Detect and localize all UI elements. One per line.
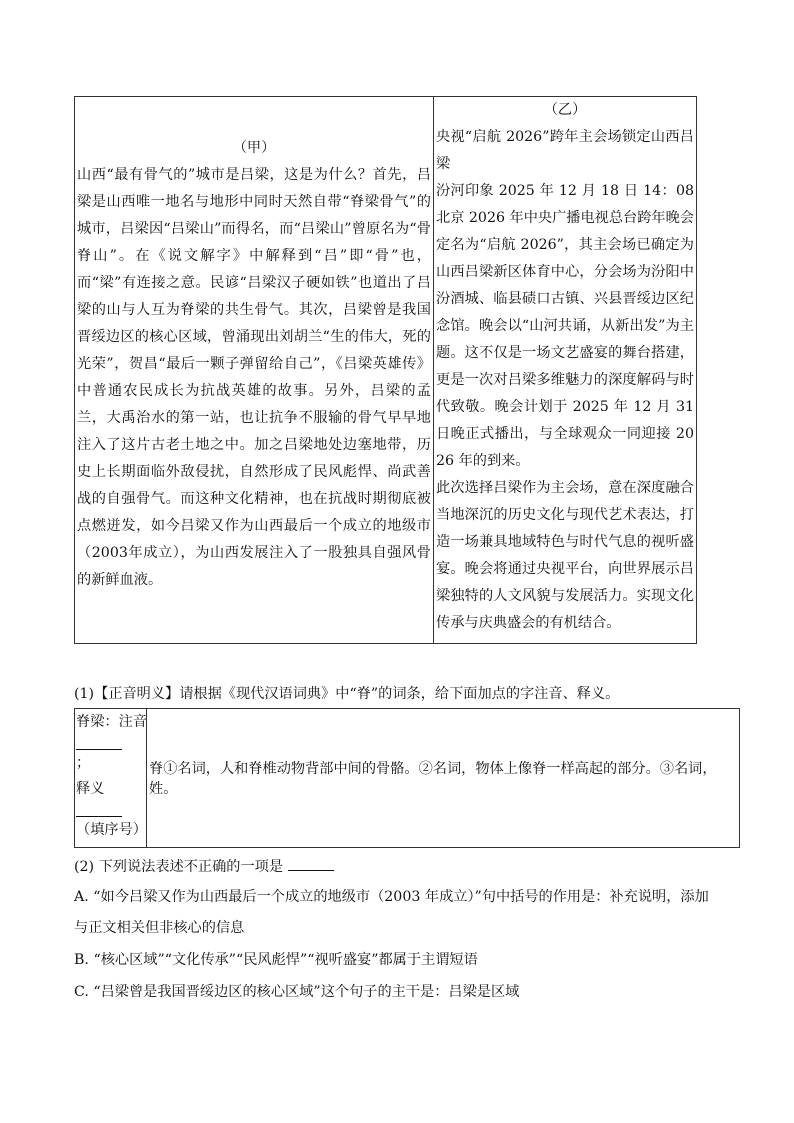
passage-jia-title: （甲）: [232, 140, 276, 156]
passage-table: [74, 96, 697, 644]
answer-cell: [75, 709, 147, 848]
pronunciation-blank[interactable]: [76, 735, 122, 750]
question2-answer-blank[interactable]: [288, 856, 334, 871]
question1-prompt: (1)【正音明义】请根据《现代汉语词典》中“脊”的词条，给下面加点的字注音、释义。: [74, 686, 620, 702]
fill-number-hint: （填序号）: [76, 822, 147, 838]
question2-text: (2) 下列说法表述不正确的一项是: [74, 859, 284, 875]
semicolon: ；: [76, 755, 91, 771]
meaning-blank-line[interactable]: [76, 802, 146, 817]
question2-prompt: [74, 856, 334, 878]
passage-yi-headline: 央视“启航 2026”跨年主会场锁定山西吕梁: [436, 129, 694, 172]
passage-yi-title: （乙）: [543, 102, 587, 118]
passage-jia-cell: [75, 97, 434, 644]
pronunciation-label: 脊梁：注音: [76, 714, 147, 730]
option-a-continued: 与正文相关但非核心的信息: [74, 920, 245, 936]
option-b[interactable]: B. “核心区域”“文化传承”“民风彪悍”“视听盛宴”都属于主谓短语: [74, 952, 478, 968]
passage-yi-para1: 汾河印象 2025 年 12 月 18 日 14：08 北京 2026 年中央广播电视总台跨年晚会定名为“启航 2026”，其主会场已确定为山西吕梁新区体育中心，分会场为汾阳中汾酒城、临县碛口古镇、兴县晋绥边区纪念馆。晚会以“山河共诵，从新出发”为主题。这不仅是一场文艺盛宴的舞台搭建，更是一次对吕梁多维魅力的深度解码与时代致敬。晚会计划于 2025 年 12 月 31 日晚正式播出，与全球观众一同迎接 2026 年的到来。: [436, 183, 694, 469]
dictionary-definition: 脊①名词，人和脊椎动物背部中间的骨骼。②名词，物体上像脊一样高起的部分。③名词，姓。: [149, 761, 717, 797]
pronunciation-blank-line[interactable]: [76, 735, 146, 776]
passage-yi-para2: 此次选择吕梁作为主会场，意在深度融合当地深沉的历史文化与现代艺术表达，打造一场兼具地域特色与时代气息的视听盛宴。晚会将通过央视平台，向世界展示吕梁独特的人文风貌与发展活力。实现文化传承与庆典盛会的有机结合。: [436, 480, 694, 631]
meaning-label: 释义: [76, 781, 105, 797]
meaning-blank[interactable]: [76, 802, 122, 817]
dictionary-table: [74, 708, 740, 848]
option-a[interactable]: A. “如今吕梁又作为山西最后一个成立的地级市（2003 年成立）”句中括号的作用是：补充说明，添加: [74, 889, 709, 905]
passage-yi-cell: [434, 97, 697, 644]
option-c[interactable]: C. “吕梁曾是我国晋绥边区的核心区域”这个句子的主干是：吕梁是区域: [74, 984, 520, 1000]
passage-jia-text: 山西“最有骨气的”城市是吕梁，这是为什么？首先，吕梁是山西唯一地名与地形中同时天然自带“脊梁骨气”的城市，吕梁因“吕梁山”而得名，而“吕梁山”曾原名为“骨脊山”。在《说文解字》中解释到“吕”即“骨”也，而“梁”有连接之意。民谚“吕梁汉子硬如铁”也道出了吕梁的山与人互为脊梁的共生骨气。其次，吕梁曾是我国晋绥边区的核心区域，曾涌现出刘胡兰“生的伟大，死的光荣”，贺昌“最后一颗子弹留给自己”，《吕梁英雄传》中普通农民成长为抗战英雄的故事。另外，吕梁的孟兰，大禹治水的第一站，也让抗争不服输的骨气早早地注入了这片古老土地之中。加之吕梁地处边塞地带，历史上长期面临外敌侵扰，自然形成了民风彪悍、尚武善战的自强骨气。而这种文化精神，也在抗战时期彻底被点燃迸发，如今吕梁又作为山西最后一个成立的地级市（2003年成立），为山西发展注入了一股独具自强风骨的新鲜血液。: [77, 167, 431, 588]
definition-cell: [147, 709, 740, 848]
